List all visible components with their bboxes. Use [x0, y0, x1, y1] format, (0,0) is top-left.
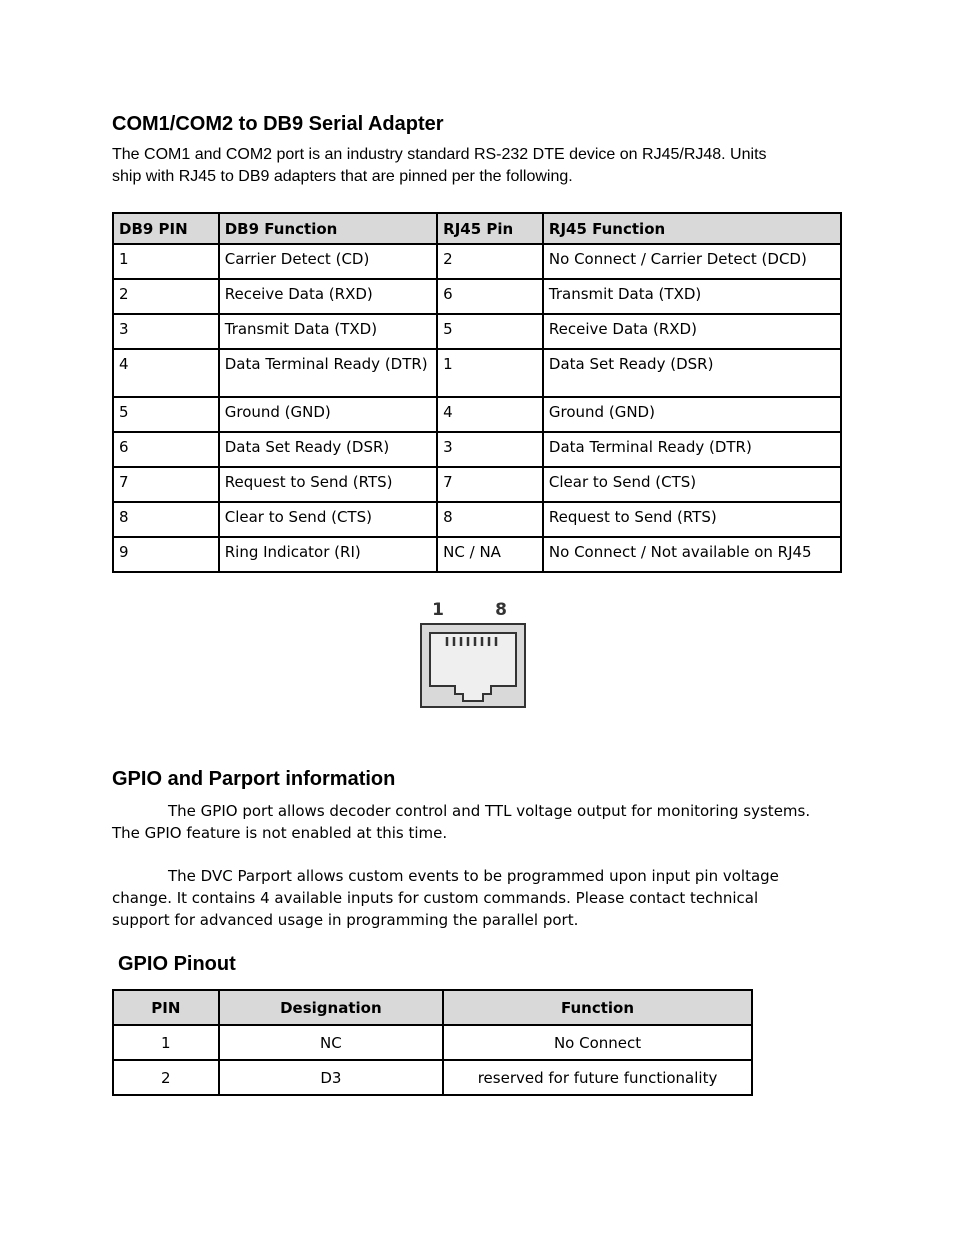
table-cell: Request to Send (RTS): [219, 467, 437, 502]
table-cell: D3: [219, 1060, 443, 1095]
table-cell: No Connect / Not available on RJ45: [543, 537, 841, 572]
table-cell: 7: [437, 467, 543, 502]
table-row: [113, 502, 841, 537]
pin-label-8: 8: [495, 600, 507, 620]
table-row: [113, 1060, 752, 1095]
table-row: [113, 1025, 752, 1060]
table-cell: 8: [113, 502, 219, 537]
table-cell: Receive Data (RXD): [219, 279, 437, 314]
gpio-para-line2: The GPIO feature is not enabled at this time.: [112, 824, 448, 842]
com-intro-line2: ship with RJ45 to DB9 adapters that are pinned per the following.: [112, 168, 573, 185]
table-row: [113, 397, 841, 432]
table-cell: No Connect: [443, 1025, 752, 1060]
gpio-paragraph: [112, 800, 847, 844]
column-header: PIN: [113, 990, 219, 1025]
table-cell: Data Terminal Ready (DTR): [219, 349, 437, 397]
table-cell: Ground (GND): [219, 397, 437, 432]
column-header: Designation: [219, 990, 443, 1025]
section-title-gpio-parport: GPIO and Parport information: [112, 768, 396, 790]
table-cell: NC: [219, 1025, 443, 1060]
table-cell: Carrier Detect (CD): [219, 244, 437, 279]
table-cell: 3: [437, 432, 543, 467]
table-cell: 5: [437, 314, 543, 349]
parport-para-line1: The DVC Parport allows custom events to be programmed upon input pin voltage: [168, 867, 779, 885]
table-cell: 4: [113, 349, 219, 397]
table-cell: 1: [113, 244, 219, 279]
table-cell: 4: [437, 397, 543, 432]
com-intro: [112, 144, 832, 188]
table-cell: 9: [113, 537, 219, 572]
table-cell: 1: [437, 349, 543, 397]
table-cell: 3: [113, 314, 219, 349]
table-cell: 1: [113, 1025, 219, 1060]
com-db9-table: [112, 212, 842, 573]
table-row: [113, 314, 841, 349]
section-title-com: COM1/COM2 to DB9 Serial Adapter: [112, 113, 444, 135]
table-cell: Clear to Send (CTS): [543, 467, 841, 502]
table-row: [113, 349, 841, 397]
rj45-jack-icon: [420, 598, 526, 708]
table-row: [113, 467, 841, 502]
table-header-row: [113, 213, 841, 244]
table-header-row: [113, 990, 752, 1025]
table-cell: Ground (GND): [543, 397, 841, 432]
table-cell: Clear to Send (CTS): [219, 502, 437, 537]
column-header: DB9 Function: [219, 213, 437, 244]
table-cell: 6: [437, 279, 543, 314]
table-row: [113, 537, 841, 572]
table-cell: NC / NA: [437, 537, 543, 572]
table-row: [113, 432, 841, 467]
table-cell: 2: [113, 1060, 219, 1095]
table-cell: Transmit Data (TXD): [219, 314, 437, 349]
table-cell: Data Terminal Ready (DTR): [543, 432, 841, 467]
table-row: [113, 244, 841, 279]
gpio-pinout-table: [112, 989, 753, 1096]
table-cell: Request to Send (RTS): [543, 502, 841, 537]
table-cell: Receive Data (RXD): [543, 314, 841, 349]
table-cell: Transmit Data (TXD): [543, 279, 841, 314]
table-cell: 2: [437, 244, 543, 279]
table-cell: 8: [437, 502, 543, 537]
table-row: [113, 279, 841, 314]
table-cell: 7: [113, 467, 219, 502]
column-header: DB9 PIN: [113, 213, 219, 244]
parport-para-line2: change. It contains 4 available inputs for custom commands. Please contact technical: [112, 889, 759, 907]
column-header: Function: [443, 990, 752, 1025]
table-cell: Data Set Ready (DSR): [219, 432, 437, 467]
section-title-gpio-pinout: GPIO Pinout: [118, 953, 236, 975]
com-intro-line1: The COM1 and COM2 port is an industry standard RS-232 DTE device on RJ45/RJ48. Units: [112, 146, 767, 163]
table-cell: No Connect / Carrier Detect (DCD): [543, 244, 841, 279]
parport-para-line3: support for advanced usage in programming the parallel port.: [112, 911, 579, 929]
parport-paragraph: [112, 865, 847, 931]
column-header: RJ45 Pin: [437, 213, 543, 244]
table-cell: 6: [113, 432, 219, 467]
column-header: RJ45 Function: [543, 213, 841, 244]
table-cell: Ring Indicator (RI): [219, 537, 437, 572]
rj45-port-figure: [420, 598, 526, 708]
table-cell: Data Set Ready (DSR): [543, 349, 841, 397]
table-cell: 5: [113, 397, 219, 432]
table-cell: reserved for future functionality: [443, 1060, 752, 1095]
pin-label-1: 1: [432, 600, 444, 620]
gpio-para-line1: The GPIO port allows decoder control and TTL voltage output for monitoring systems.: [168, 802, 811, 820]
table-cell: 2: [113, 279, 219, 314]
